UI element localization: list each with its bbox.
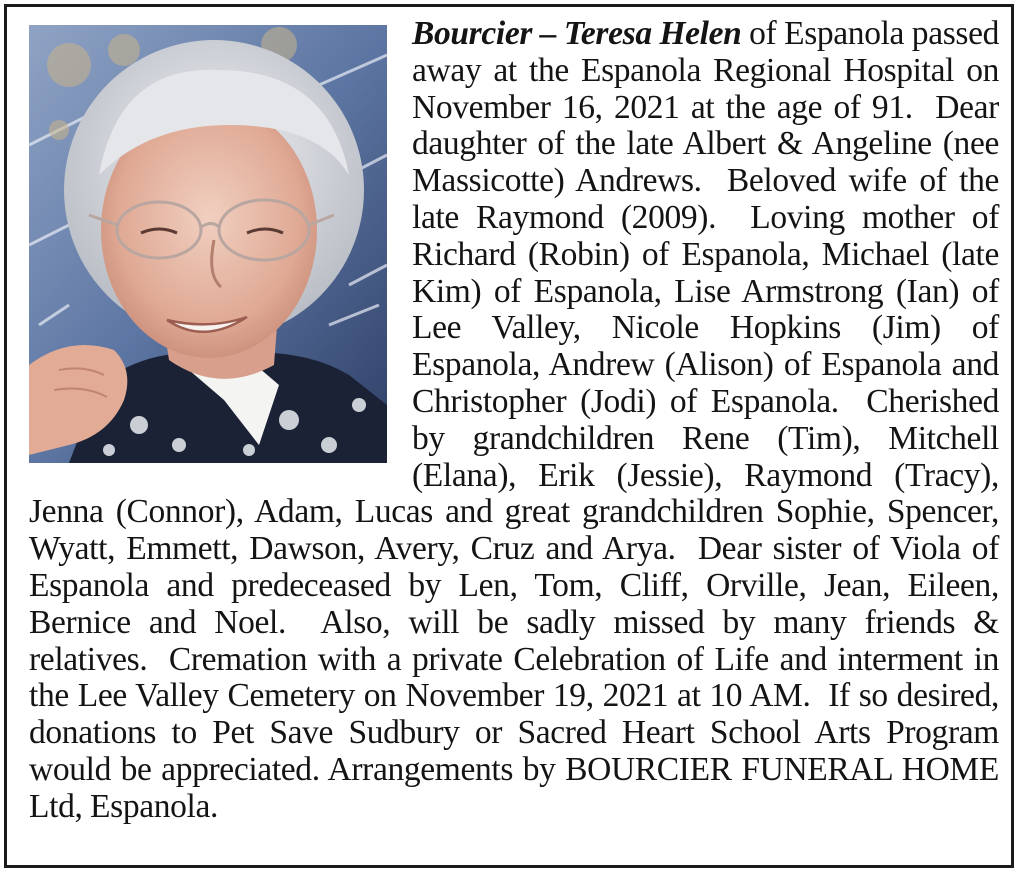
deceased-name: Bourcier – Teresa Helen xyxy=(412,15,742,52)
obituary-body: of Espanola passed away at the Espanola Regional Hospital on November 16, 2021 at the age of 91. Dear daughter of the late Albert & Angeline (nee Massicotte) Andrews. Beloved wife of the late Raymond (2009). Loving mother of Richard (Robin) of Espanola, Michael (late Kim) of Espanola, Lise Armstrong (Ian) of Lee Valley, Nicole Hopkins (Jim) of Espanola, Andrew (Alison) of Espanola and Christopher (Jodi) of Espanola. Cherished by grandchildren Rene (Tim), Mitchell (Elana), Erik (Jessie), Raymond (Tracy), Jenna (Connor), Adam, Lucas and great grandchildren Sophie, Spencer, Wyatt, Emmett, Dawson, Avery, Cruz and Arya. Dear sister of Viola of Espanola and predeceased by Len, Tom, Cliff, Orville, Jean, Eileen, Bernice and Noel. Also, will be sadly missed by many friends & relatives. Cremation with a private Celebration of Life and interment in the Lee Valley Cemetery on November 19, 2021 at 10 AM. If so desired, donations to Pet Save Sudbury or Sacred Heart School Arts Program would be appreciated. Arrangements by BOURCIER FUNERAL HOME Ltd, Espanola. xyxy=(29,15,999,825)
photo-wrap-spacer xyxy=(29,16,412,475)
obituary-text xyxy=(29,16,999,826)
